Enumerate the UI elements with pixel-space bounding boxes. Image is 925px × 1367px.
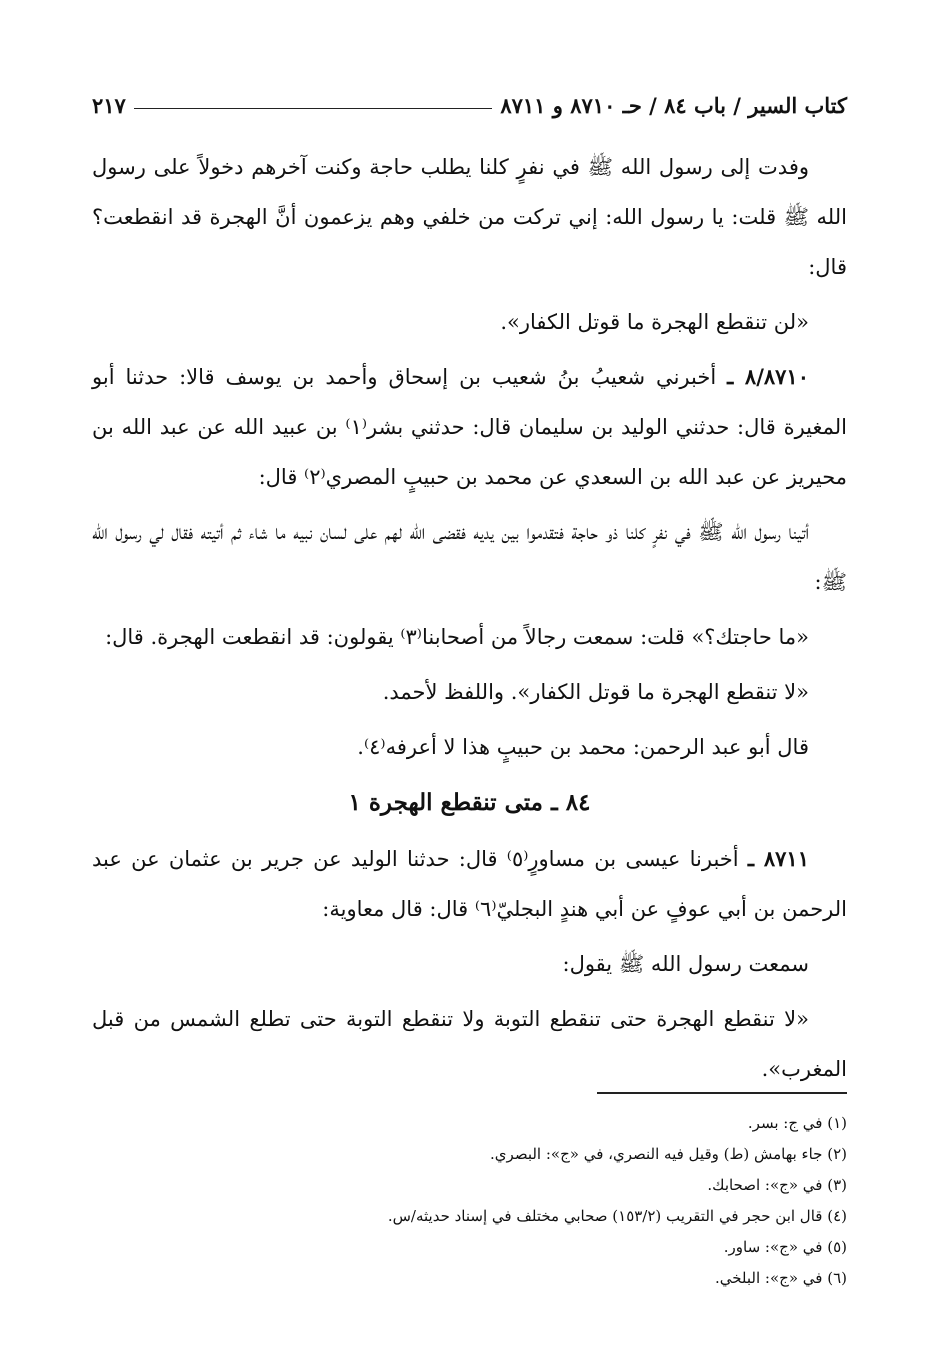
running-title: كتاب السير / باب ٨٤ / حـ ٨٧١٠ و ٨٧١١ [500,92,847,118]
paragraph-7: قال أبو عبد الرحمن: محمد بن حبيبٍ هذا لا أعرفه⁽٤⁾. [357,735,809,759]
paragraph-6: «لا تنقطع الهجرة ما قوتل الكفار». واللفظ لأحمد. [382,680,809,704]
paragraph-4: أتينا رسول الله ﷺ في نفرٍ كلنا ذو حاجة فتقدموا بين يديه فقضى الله لهم على لسان نبيه ما شاء ثم أتيته فقال لي رسول الله ﷺ: [92,520,847,594]
footnote-3: (٣) في «ج»: اصحابك. [707,1176,847,1194]
paragraph-9: سمعت رسول الله ﷺ يقول: [562,952,809,976]
footnote-6: (٦) في «ج»: البلخي. [714,1269,847,1287]
footnote-5: (٥) في «ج»: ساور. [723,1238,847,1256]
header-rule [134,108,493,109]
paragraph-1: وفدت إلى رسول الله ﷺ في نفرٍ كلنا يطلب حاجة وكنت آخرهم دخولاً على رسول الله ﷺ قلت: يا رسول الله: إني تركت من خلفي وهم يزعمون أنَّ الهجرة قد انقطعت؟ قال: [92,155,847,279]
hadith-8710 [92,352,847,502]
hadith-8711 [92,834,847,934]
footnote-4: (٤) قال ابن حجر في التقريب (١٥٣/٢) صحابي مختلف في إسناد حديثه/س. [387,1207,847,1225]
hadith-8710-text: أخبرني شعيبُ بنُ شعيب بن إسحاق وأحمد بن يوسف قالا: حدثنا أبو المغيرة قال: حدثني الوليد بن سليمان قال: حدثني بشر⁽١⁾ بن عبيد الله عن عبد الله بن محيريز عن عبد الله بن السعدي عن محمد بن حبيبٍ المصري⁽٢⁾ قال: [92,365,847,489]
hadith-number-8710: ٨/٨٧١٠ ـ [727,364,809,389]
hadith-number-8711: ٨٧١١ ـ [747,846,809,871]
hadith-8711-text: أخبرنا عيسى بن مساورٍ⁽٥⁾ قال: حدثنا الوليد عن جرير بن عثمان عن عبد الرحمن بن أبي عوفٍ عن أبي هندٍ البجليّ⁽٦⁾ قال: قال معاوية: [92,847,847,921]
footnote-2: (٢) جاء بهامش (ط) وقيل فيه النصري، في «ج»: البصري. [490,1145,847,1163]
chapter-heading: ٨٤ ـ متى تنقطع الهجرة ١ [348,789,591,816]
footnote-rule [597,1092,847,1094]
paragraph-5: «ما حاجتك؟» قلت: سمعت رجالاً من أصحابنا⁽٣⁾ يقولون: قد انقطعت الهجرة. قال: [105,625,809,649]
footnotes [92,1092,847,1294]
footnote-1: (١) في ج: بسر. [747,1114,847,1132]
main-text [92,142,847,1099]
paragraph-2: «لن تنقطع الهجرة ما قوتل الكفار». [500,310,809,334]
paragraph-10: «لا تنقطع الهجرة حتى تنقطع التوبة ولا تنقطع التوبة حتى تطلع الشمس من قبل المغرب». [92,1007,847,1081]
page-number: ٢١٧ [92,92,126,118]
page-header [92,88,847,122]
